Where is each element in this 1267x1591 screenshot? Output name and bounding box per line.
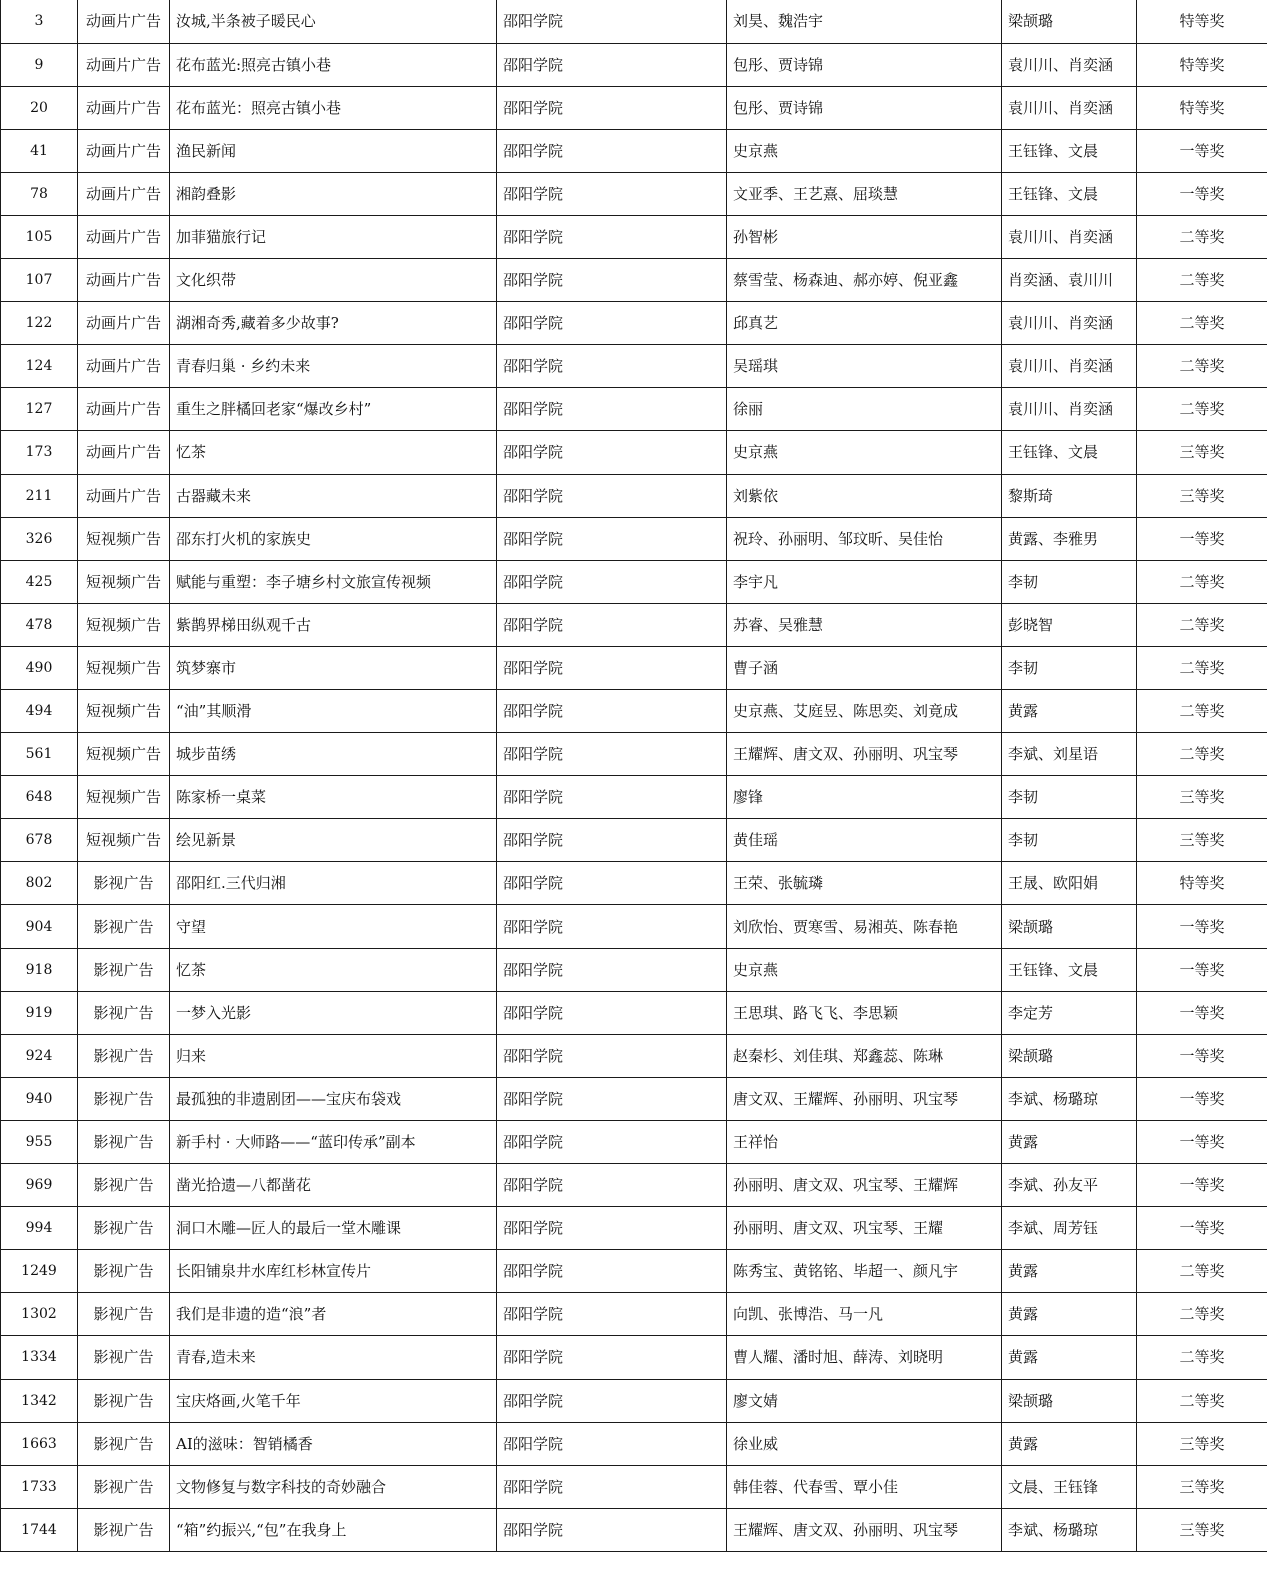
authors-cell: 史京燕 bbox=[727, 431, 1002, 474]
authors-cell: 唐文双、王耀辉、孙丽明、巩宝琴 bbox=[727, 1077, 1002, 1120]
advisor-cell: 王晟、欧阳娟 bbox=[1002, 862, 1137, 905]
advisor-cell: 黄露 bbox=[1002, 1120, 1137, 1163]
authors-cell: 曹人耀、潘时旭、薛涛、刘晓明 bbox=[727, 1336, 1002, 1379]
work-title-cell: 新手村 · 大师路——“蓝印传承”副本 bbox=[170, 1120, 497, 1163]
entry-number-cell: 955 bbox=[1, 1120, 78, 1163]
table-row bbox=[1, 1034, 1267, 1077]
advisor-cell: 袁川川、肖奕涵 bbox=[1002, 86, 1137, 129]
authors-cell: 邱真艺 bbox=[727, 302, 1002, 345]
school-cell: 邵阳学院 bbox=[497, 991, 727, 1034]
school-cell: 邵阳学院 bbox=[497, 776, 727, 819]
school-cell: 邵阳学院 bbox=[497, 1465, 727, 1508]
work-title-cell: 重生之胖橘回老家“爆改乡村” bbox=[170, 388, 497, 431]
entry-number-cell: 122 bbox=[1, 302, 78, 345]
entry-number-cell: 1249 bbox=[1, 1250, 78, 1293]
table-row bbox=[1, 948, 1267, 991]
award-cell: 二等奖 bbox=[1137, 1250, 1267, 1293]
advisor-cell: 黄露 bbox=[1002, 690, 1137, 733]
table-row bbox=[1, 1120, 1267, 1163]
work-title-cell: AI的滋味：智销橘香 bbox=[170, 1422, 497, 1465]
table-row bbox=[1, 1465, 1267, 1508]
category-cell: 影视广告 bbox=[78, 1336, 170, 1379]
table-row bbox=[1, 1164, 1267, 1207]
category-cell: 影视广告 bbox=[78, 1465, 170, 1508]
authors-cell: 文亚季、王艺熹、屈琰慧 bbox=[727, 172, 1002, 215]
school-cell: 邵阳学院 bbox=[497, 1120, 727, 1163]
work-title-cell: 我们是非遗的造“浪”者 bbox=[170, 1293, 497, 1336]
award-cell: 特等奖 bbox=[1137, 862, 1267, 905]
school-cell: 邵阳学院 bbox=[497, 948, 727, 991]
advisor-cell: 王钰锋、文晨 bbox=[1002, 172, 1137, 215]
authors-cell: 曹子涵 bbox=[727, 646, 1002, 689]
entry-number-cell: 924 bbox=[1, 1034, 78, 1077]
authors-cell: 蔡雪莹、杨森迪、郝亦婷、倪亚鑫 bbox=[727, 259, 1002, 302]
category-cell: 影视广告 bbox=[78, 1422, 170, 1465]
award-cell: 三等奖 bbox=[1137, 776, 1267, 819]
category-cell: 动画片广告 bbox=[78, 302, 170, 345]
category-cell: 动画片广告 bbox=[78, 474, 170, 517]
entry-number-cell: 211 bbox=[1, 474, 78, 517]
work-title-cell: 忆茶 bbox=[170, 431, 497, 474]
award-cell: 三等奖 bbox=[1137, 819, 1267, 862]
category-cell: 短视频广告 bbox=[78, 690, 170, 733]
advisor-cell: 袁川川、肖奕涵 bbox=[1002, 302, 1137, 345]
authors-cell: 黄佳瑶 bbox=[727, 819, 1002, 862]
table-row bbox=[1, 776, 1267, 819]
entry-number-cell: 494 bbox=[1, 690, 78, 733]
entry-number-cell: 919 bbox=[1, 991, 78, 1034]
authors-cell: 徐业威 bbox=[727, 1422, 1002, 1465]
category-cell: 影视广告 bbox=[78, 1250, 170, 1293]
entry-number-cell: 127 bbox=[1, 388, 78, 431]
school-cell: 邵阳学院 bbox=[497, 1207, 727, 1250]
entry-number-cell: 1342 bbox=[1, 1379, 78, 1422]
entry-number-cell: 3 bbox=[1, 0, 78, 43]
category-cell: 影视广告 bbox=[78, 905, 170, 948]
table-row bbox=[1, 991, 1267, 1034]
category-cell: 动画片广告 bbox=[78, 259, 170, 302]
advisor-cell: 袁川川、肖奕涵 bbox=[1002, 43, 1137, 86]
entry-number-cell: 9 bbox=[1, 43, 78, 86]
school-cell: 邵阳学院 bbox=[497, 905, 727, 948]
advisor-cell: 李斌、周芳钰 bbox=[1002, 1207, 1137, 1250]
work-title-cell: 守望 bbox=[170, 905, 497, 948]
authors-cell: 孙智彬 bbox=[727, 215, 1002, 258]
category-cell: 短视频广告 bbox=[78, 819, 170, 862]
category-cell: 短视频广告 bbox=[78, 560, 170, 603]
table-row bbox=[1, 215, 1267, 258]
advisor-cell: 李斌、孙友平 bbox=[1002, 1164, 1137, 1207]
entry-number-cell: 904 bbox=[1, 905, 78, 948]
table-row bbox=[1, 172, 1267, 215]
entry-number-cell: 478 bbox=[1, 603, 78, 646]
advisor-cell: 李定芳 bbox=[1002, 991, 1137, 1034]
category-cell: 影视广告 bbox=[78, 862, 170, 905]
authors-cell: 刘昊、魏浩宇 bbox=[727, 0, 1002, 43]
award-cell: 二等奖 bbox=[1137, 1293, 1267, 1336]
authors-cell: 包彤、贾诗锦 bbox=[727, 43, 1002, 86]
school-cell: 邵阳学院 bbox=[497, 733, 727, 776]
advisor-cell: 李韧 bbox=[1002, 776, 1137, 819]
category-cell: 动画片广告 bbox=[78, 0, 170, 43]
authors-cell: 王思琪、路飞飞、李思颖 bbox=[727, 991, 1002, 1034]
category-cell: 影视广告 bbox=[78, 1207, 170, 1250]
work-title-cell: 湖湘奇秀,藏着多少故事? bbox=[170, 302, 497, 345]
category-cell: 影视广告 bbox=[78, 1508, 170, 1551]
work-title-cell: 花布蓝光：照亮古镇小巷 bbox=[170, 86, 497, 129]
table-row bbox=[1, 474, 1267, 517]
work-title-cell: 一梦入光影 bbox=[170, 991, 497, 1034]
school-cell: 邵阳学院 bbox=[497, 1422, 727, 1465]
school-cell: 邵阳学院 bbox=[497, 474, 727, 517]
advisor-cell: 袁川川、肖奕涵 bbox=[1002, 215, 1137, 258]
award-cell: 三等奖 bbox=[1137, 474, 1267, 517]
award-cell: 特等奖 bbox=[1137, 43, 1267, 86]
award-cell: 特等奖 bbox=[1137, 0, 1267, 43]
advisor-cell: 王钰锋、文晨 bbox=[1002, 431, 1137, 474]
entry-number-cell: 969 bbox=[1, 1164, 78, 1207]
entry-number-cell: 107 bbox=[1, 259, 78, 302]
work-title-cell: 邵阳红.三代归湘 bbox=[170, 862, 497, 905]
school-cell: 邵阳学院 bbox=[497, 86, 727, 129]
advisor-cell: 黄露 bbox=[1002, 1336, 1137, 1379]
school-cell: 邵阳学院 bbox=[497, 560, 727, 603]
award-cell: 二等奖 bbox=[1137, 215, 1267, 258]
award-cell: 一等奖 bbox=[1137, 1120, 1267, 1163]
authors-cell: 苏睿、吴雅慧 bbox=[727, 603, 1002, 646]
advisor-cell: 黄露 bbox=[1002, 1293, 1137, 1336]
work-title-cell: 加菲猫旅行记 bbox=[170, 215, 497, 258]
authors-cell: 王耀辉、唐文双、孙丽明、巩宝琴 bbox=[727, 733, 1002, 776]
table-row bbox=[1, 259, 1267, 302]
work-title-cell: 归来 bbox=[170, 1034, 497, 1077]
school-cell: 邵阳学院 bbox=[497, 43, 727, 86]
award-cell: 二等奖 bbox=[1137, 388, 1267, 431]
award-cell: 二等奖 bbox=[1137, 1336, 1267, 1379]
table-row bbox=[1, 1379, 1267, 1422]
award-cell: 二等奖 bbox=[1137, 646, 1267, 689]
table-row bbox=[1, 646, 1267, 689]
school-cell: 邵阳学院 bbox=[497, 646, 727, 689]
school-cell: 邵阳学院 bbox=[497, 388, 727, 431]
entry-number-cell: 678 bbox=[1, 819, 78, 862]
award-cell: 二等奖 bbox=[1137, 603, 1267, 646]
category-cell: 短视频广告 bbox=[78, 517, 170, 560]
category-cell: 动画片广告 bbox=[78, 43, 170, 86]
entry-number-cell: 124 bbox=[1, 345, 78, 388]
category-cell: 影视广告 bbox=[78, 991, 170, 1034]
table-row bbox=[1, 1293, 1267, 1336]
table-row bbox=[1, 560, 1267, 603]
table-row bbox=[1, 302, 1267, 345]
school-cell: 邵阳学院 bbox=[497, 129, 727, 172]
table-row bbox=[1, 388, 1267, 431]
work-title-cell: 邵东打火机的家族史 bbox=[170, 517, 497, 560]
school-cell: 邵阳学院 bbox=[497, 1293, 727, 1336]
advisor-cell: 李斌、杨璐琼 bbox=[1002, 1508, 1137, 1551]
work-title-cell: “箱”约振兴,“包”在我身上 bbox=[170, 1508, 497, 1551]
advisor-cell: 文晨、王钰锋 bbox=[1002, 1465, 1137, 1508]
authors-cell: 王祥怡 bbox=[727, 1120, 1002, 1163]
award-cell: 一等奖 bbox=[1137, 1034, 1267, 1077]
category-cell: 动画片广告 bbox=[78, 431, 170, 474]
authors-cell: 刘欣怡、贾寒雪、易湘英、陈春艳 bbox=[727, 905, 1002, 948]
category-cell: 动画片广告 bbox=[78, 172, 170, 215]
authors-cell: 赵秦杉、刘佳琪、郑鑫蕊、陈琳 bbox=[727, 1034, 1002, 1077]
table-row bbox=[1, 517, 1267, 560]
category-cell: 动画片广告 bbox=[78, 215, 170, 258]
table-row bbox=[1, 603, 1267, 646]
school-cell: 邵阳学院 bbox=[497, 1508, 727, 1551]
advisor-cell: 黄露 bbox=[1002, 1250, 1137, 1293]
award-cell: 二等奖 bbox=[1137, 345, 1267, 388]
work-title-cell: 凿光拾遗—八都凿花 bbox=[170, 1164, 497, 1207]
school-cell: 邵阳学院 bbox=[497, 819, 727, 862]
work-title-cell: 最孤独的非遗剧团——宝庆布袋戏 bbox=[170, 1077, 497, 1120]
category-cell: 影视广告 bbox=[78, 1034, 170, 1077]
award-cell: 二等奖 bbox=[1137, 690, 1267, 733]
table-row bbox=[1, 43, 1267, 86]
entry-number-cell: 1334 bbox=[1, 1336, 78, 1379]
authors-cell: 孙丽明、唐文双、巩宝琴、王耀辉 bbox=[727, 1164, 1002, 1207]
entry-number-cell: 1302 bbox=[1, 1293, 78, 1336]
authors-cell: 吴瑶琪 bbox=[727, 345, 1002, 388]
award-cell: 特等奖 bbox=[1137, 86, 1267, 129]
award-cell: 一等奖 bbox=[1137, 1207, 1267, 1250]
school-cell: 邵阳学院 bbox=[497, 1034, 727, 1077]
authors-cell: 史京燕 bbox=[727, 129, 1002, 172]
award-cell: 一等奖 bbox=[1137, 948, 1267, 991]
school-cell: 邵阳学院 bbox=[497, 603, 727, 646]
advisor-cell: 李斌、杨璐琼 bbox=[1002, 1077, 1137, 1120]
entry-number-cell: 940 bbox=[1, 1077, 78, 1120]
work-title-cell: 忆茶 bbox=[170, 948, 497, 991]
advisor-cell: 袁川川、肖奕涵 bbox=[1002, 345, 1137, 388]
authors-cell: 刘紫依 bbox=[727, 474, 1002, 517]
category-cell: 影视广告 bbox=[78, 948, 170, 991]
entry-number-cell: 918 bbox=[1, 948, 78, 991]
authors-cell: 李宇凡 bbox=[727, 560, 1002, 603]
category-cell: 动画片广告 bbox=[78, 129, 170, 172]
entry-number-cell: 1733 bbox=[1, 1465, 78, 1508]
award-cell: 一等奖 bbox=[1137, 1077, 1267, 1120]
award-cell: 二等奖 bbox=[1137, 259, 1267, 302]
school-cell: 邵阳学院 bbox=[497, 0, 727, 43]
work-title-cell: 紫鹊界梯田纵观千古 bbox=[170, 603, 497, 646]
entry-number-cell: 994 bbox=[1, 1207, 78, 1250]
award-cell: 一等奖 bbox=[1137, 517, 1267, 560]
authors-cell: 史京燕 bbox=[727, 948, 1002, 991]
award-cell: 一等奖 bbox=[1137, 172, 1267, 215]
school-cell: 邵阳学院 bbox=[497, 690, 727, 733]
awards-table-body bbox=[1, 0, 1267, 1551]
category-cell: 影视广告 bbox=[78, 1293, 170, 1336]
work-title-cell: 城步苗绣 bbox=[170, 733, 497, 776]
advisor-cell: 袁川川、肖奕涵 bbox=[1002, 388, 1137, 431]
authors-cell: 包彤、贾诗锦 bbox=[727, 86, 1002, 129]
entry-number-cell: 1744 bbox=[1, 1508, 78, 1551]
table-row bbox=[1, 431, 1267, 474]
work-title-cell: 渔民新闻 bbox=[170, 129, 497, 172]
work-title-cell: 文物修复与数字科技的奇妙融合 bbox=[170, 1465, 497, 1508]
school-cell: 邵阳学院 bbox=[497, 517, 727, 560]
advisor-cell: 王钰锋、文晨 bbox=[1002, 948, 1137, 991]
work-title-cell: 赋能与重塑：李子塘乡村文旅宣传视频 bbox=[170, 560, 497, 603]
school-cell: 邵阳学院 bbox=[497, 1379, 727, 1422]
category-cell: 动画片广告 bbox=[78, 86, 170, 129]
school-cell: 邵阳学院 bbox=[497, 862, 727, 905]
authors-cell: 王耀辉、唐文双、孙丽明、巩宝琴 bbox=[727, 1508, 1002, 1551]
table-row bbox=[1, 819, 1267, 862]
category-cell: 影视广告 bbox=[78, 1379, 170, 1422]
entry-number-cell: 326 bbox=[1, 517, 78, 560]
category-cell: 影视广告 bbox=[78, 1164, 170, 1207]
table-row bbox=[1, 1077, 1267, 1120]
work-title-cell: 宝庆烙画,火笔千年 bbox=[170, 1379, 497, 1422]
table-row bbox=[1, 905, 1267, 948]
work-title-cell: “油”其顺滑 bbox=[170, 690, 497, 733]
work-title-cell: 青春,造未来 bbox=[170, 1336, 497, 1379]
category-cell: 影视广告 bbox=[78, 1077, 170, 1120]
school-cell: 邵阳学院 bbox=[497, 431, 727, 474]
school-cell: 邵阳学院 bbox=[497, 1077, 727, 1120]
category-cell: 动画片广告 bbox=[78, 388, 170, 431]
award-cell: 三等奖 bbox=[1137, 1465, 1267, 1508]
authors-cell: 韩佳蓉、代春雪、覃小佳 bbox=[727, 1465, 1002, 1508]
table-row bbox=[1, 1207, 1267, 1250]
work-title-cell: 文化织带 bbox=[170, 259, 497, 302]
advisor-cell: 肖奕涵、袁川川 bbox=[1002, 259, 1137, 302]
advisor-cell: 黎斯琦 bbox=[1002, 474, 1137, 517]
table-row bbox=[1, 86, 1267, 129]
work-title-cell: 花布蓝光:照亮古镇小巷 bbox=[170, 43, 497, 86]
entry-number-cell: 1663 bbox=[1, 1422, 78, 1465]
category-cell: 短视频广告 bbox=[78, 646, 170, 689]
authors-cell: 孙丽明、唐文双、巩宝琴、王耀 bbox=[727, 1207, 1002, 1250]
entry-number-cell: 20 bbox=[1, 86, 78, 129]
award-cell: 三等奖 bbox=[1137, 1508, 1267, 1551]
advisor-cell: 黄露 bbox=[1002, 1422, 1137, 1465]
authors-cell: 向凯、张博浩、马一凡 bbox=[727, 1293, 1002, 1336]
school-cell: 邵阳学院 bbox=[497, 1250, 727, 1293]
table-row bbox=[1, 345, 1267, 388]
table-row bbox=[1, 129, 1267, 172]
authors-cell: 王荣、张毓璘 bbox=[727, 862, 1002, 905]
advisor-cell: 李韧 bbox=[1002, 819, 1137, 862]
entry-number-cell: 78 bbox=[1, 172, 78, 215]
authors-cell: 史京燕、艾庭昱、陈思奕、刘竟成 bbox=[727, 690, 1002, 733]
entry-number-cell: 173 bbox=[1, 431, 78, 474]
school-cell: 邵阳学院 bbox=[497, 302, 727, 345]
school-cell: 邵阳学院 bbox=[497, 345, 727, 388]
entry-number-cell: 802 bbox=[1, 862, 78, 905]
work-title-cell: 汝城,半条被子暖民心 bbox=[170, 0, 497, 43]
entry-number-cell: 425 bbox=[1, 560, 78, 603]
advisor-cell: 梁颉璐 bbox=[1002, 1034, 1137, 1077]
category-cell: 短视频广告 bbox=[78, 603, 170, 646]
award-cell: 三等奖 bbox=[1137, 1422, 1267, 1465]
entry-number-cell: 561 bbox=[1, 733, 78, 776]
award-cell: 一等奖 bbox=[1137, 991, 1267, 1034]
advisor-cell: 梁颉璐 bbox=[1002, 0, 1137, 43]
work-title-cell: 古器藏未来 bbox=[170, 474, 497, 517]
advisor-cell: 梁颉璐 bbox=[1002, 905, 1137, 948]
work-title-cell: 湘韵叠影 bbox=[170, 172, 497, 215]
authors-cell: 祝玲、孙丽明、邹玟昕、吴佳怡 bbox=[727, 517, 1002, 560]
table-row bbox=[1, 862, 1267, 905]
advisor-cell: 王钰锋、文晨 bbox=[1002, 129, 1137, 172]
work-title-cell: 绘见新景 bbox=[170, 819, 497, 862]
entry-number-cell: 41 bbox=[1, 129, 78, 172]
authors-cell: 廖锋 bbox=[727, 776, 1002, 819]
entry-number-cell: 490 bbox=[1, 646, 78, 689]
table-row bbox=[1, 0, 1267, 43]
authors-cell: 陈秀宝、黄铭铭、毕超一、颜凡宇 bbox=[727, 1250, 1002, 1293]
table-row bbox=[1, 1508, 1267, 1551]
school-cell: 邵阳学院 bbox=[497, 172, 727, 215]
category-cell: 短视频广告 bbox=[78, 776, 170, 819]
work-title-cell: 陈家桥一桌菜 bbox=[170, 776, 497, 819]
advisor-cell: 李韧 bbox=[1002, 560, 1137, 603]
authors-cell: 廖文婧 bbox=[727, 1379, 1002, 1422]
award-cell: 三等奖 bbox=[1137, 431, 1267, 474]
work-title-cell: 青春归巢 · 乡约未来 bbox=[170, 345, 497, 388]
advisor-cell: 李韧 bbox=[1002, 646, 1137, 689]
work-title-cell: 长阳铺泉井水库红杉林宣传片 bbox=[170, 1250, 497, 1293]
award-cell: 二等奖 bbox=[1137, 302, 1267, 345]
advisor-cell: 黄露、李雅男 bbox=[1002, 517, 1137, 560]
category-cell: 影视广告 bbox=[78, 1120, 170, 1163]
table-row bbox=[1, 1336, 1267, 1379]
work-title-cell: 洞口木雕—匠人的最后一堂木雕课 bbox=[170, 1207, 497, 1250]
award-cell: 二等奖 bbox=[1137, 733, 1267, 776]
category-cell: 短视频广告 bbox=[78, 733, 170, 776]
award-cell: 一等奖 bbox=[1137, 905, 1267, 948]
school-cell: 邵阳学院 bbox=[497, 259, 727, 302]
award-cell: 二等奖 bbox=[1137, 560, 1267, 603]
award-cell: 一等奖 bbox=[1137, 1164, 1267, 1207]
work-title-cell: 筑梦寨市 bbox=[170, 646, 497, 689]
advisor-cell: 梁颉璐 bbox=[1002, 1379, 1137, 1422]
school-cell: 邵阳学院 bbox=[497, 1336, 727, 1379]
school-cell: 邵阳学院 bbox=[497, 215, 727, 258]
table-row bbox=[1, 733, 1267, 776]
advisor-cell: 彭晓智 bbox=[1002, 603, 1137, 646]
entry-number-cell: 105 bbox=[1, 215, 78, 258]
advisor-cell: 李斌、刘星语 bbox=[1002, 733, 1137, 776]
entry-number-cell: 648 bbox=[1, 776, 78, 819]
award-cell: 一等奖 bbox=[1137, 129, 1267, 172]
authors-cell: 徐丽 bbox=[727, 388, 1002, 431]
school-cell: 邵阳学院 bbox=[497, 1164, 727, 1207]
table-row bbox=[1, 1422, 1267, 1465]
award-cell: 二等奖 bbox=[1137, 1379, 1267, 1422]
table-row bbox=[1, 690, 1267, 733]
category-cell: 动画片广告 bbox=[78, 345, 170, 388]
table-row bbox=[1, 1250, 1267, 1293]
